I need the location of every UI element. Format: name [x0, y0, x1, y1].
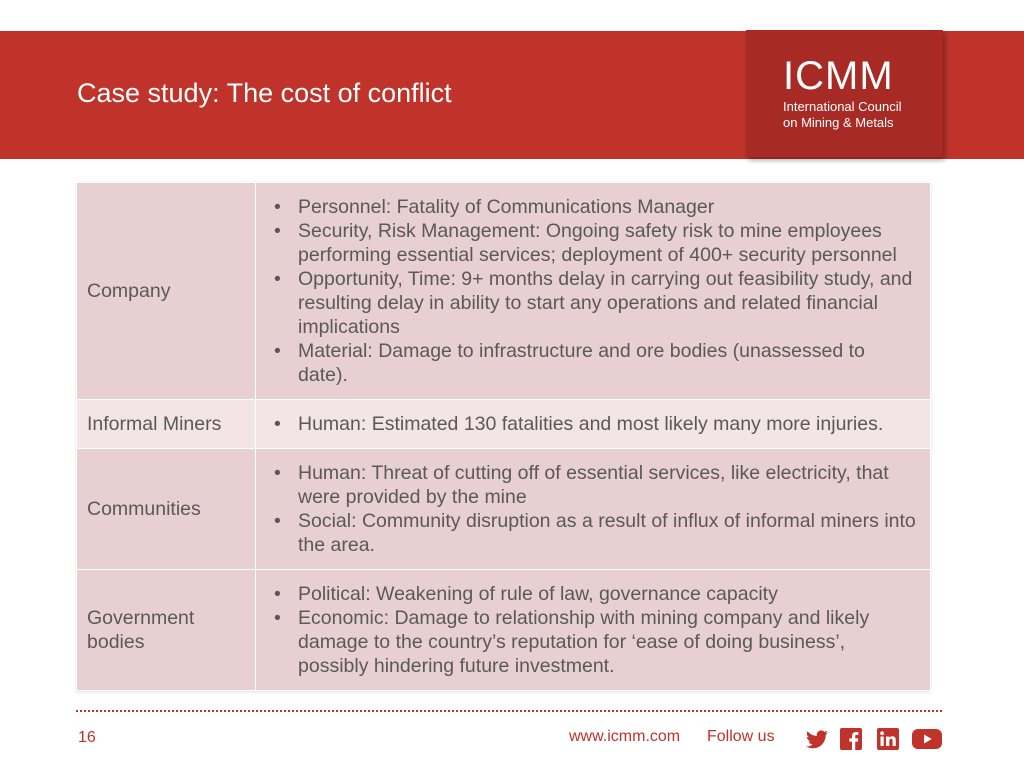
impact-item: [266, 509, 920, 557]
impact-text: Human: Estimated 130 fatalities and most likely many more injuries.: [298, 413, 884, 435]
logo-subtitle: International Council on Mining & Metals: [783, 99, 902, 130]
bullet-icon: •: [274, 340, 281, 362]
bullet-icon: •: [274, 196, 281, 218]
impact-item: [266, 267, 920, 339]
stakeholder-cell: Informal Miners: [77, 400, 256, 449]
linkedin-icon[interactable]: [877, 728, 905, 752]
icmm-logo: [746, 30, 943, 157]
impacts-cell: [256, 400, 931, 449]
case-study-table: [76, 182, 931, 691]
impact-text: Social: Community disruption as a result of influx of informal miners into the area.: [298, 510, 916, 556]
logo-text: ICMM: [783, 54, 894, 98]
page-title: Case study: The cost of conflict: [77, 78, 452, 108]
twitter-icon[interactable]: [804, 728, 832, 752]
table-row: [77, 449, 931, 570]
website-link[interactable]: www.icmm.com: [569, 728, 681, 745]
table-row: [77, 183, 931, 400]
impacts-cell: [256, 449, 931, 570]
impact-text: Political: Weakening of rule of law, governance capacity: [298, 583, 778, 605]
impacts-cell: [256, 183, 931, 400]
footer-divider: [76, 710, 942, 712]
stakeholder-cell: Company: [77, 183, 256, 400]
bullet-icon: •: [274, 220, 281, 242]
impact-text: Security, Risk Management: Ongoing safety risk to mine employees performing essential services; deployment of 400+ security personnel: [298, 220, 897, 266]
table-row: [77, 400, 931, 449]
impact-item: [266, 461, 920, 509]
impact-list: [266, 195, 920, 387]
bullet-icon: •: [274, 413, 281, 435]
impact-list: [266, 461, 920, 557]
impact-item: [266, 582, 920, 606]
bullet-icon: •: [274, 462, 281, 484]
page-number: 16: [78, 729, 96, 746]
bullet-icon: •: [274, 268, 281, 290]
bullet-icon: •: [274, 607, 281, 629]
table-body: [77, 183, 931, 691]
impact-text: Material: Damage to infrastructure and ore bodies (unassessed to date).: [298, 340, 865, 386]
bullet-icon: •: [274, 583, 281, 605]
impact-item: [266, 606, 920, 678]
facebook-icon[interactable]: [840, 728, 868, 752]
bullet-icon: •: [274, 510, 281, 532]
impact-text: Human: Threat of cutting off of essential services, like electricity, that were provided by the mine: [298, 462, 889, 508]
impact-item: [266, 412, 920, 436]
impact-text: Economic: Damage to relationship with mining company and likely damage to the country’s reputation for ‘ease of doing business’, possibly hindering future investment.: [298, 607, 870, 677]
impact-list: [266, 412, 920, 436]
follow-us-label: Follow us: [707, 728, 775, 745]
youtube-icon[interactable]: [912, 728, 944, 752]
impact-item: [266, 195, 920, 219]
impact-item: [266, 219, 920, 267]
impact-list: [266, 582, 920, 678]
table-row: [77, 570, 931, 691]
stakeholder-cell: Government bodies: [77, 570, 256, 691]
impact-item: [266, 339, 920, 387]
impact-text: Opportunity, Time: 9+ months delay in carrying out feasibility study, and resulting delay in ability to start any operations and related financial implications: [298, 268, 913, 338]
impact-text: Personnel: Fatality of Communications Manager: [298, 196, 715, 218]
stakeholder-cell: Communities: [77, 449, 256, 570]
impacts-cell: [256, 570, 931, 691]
